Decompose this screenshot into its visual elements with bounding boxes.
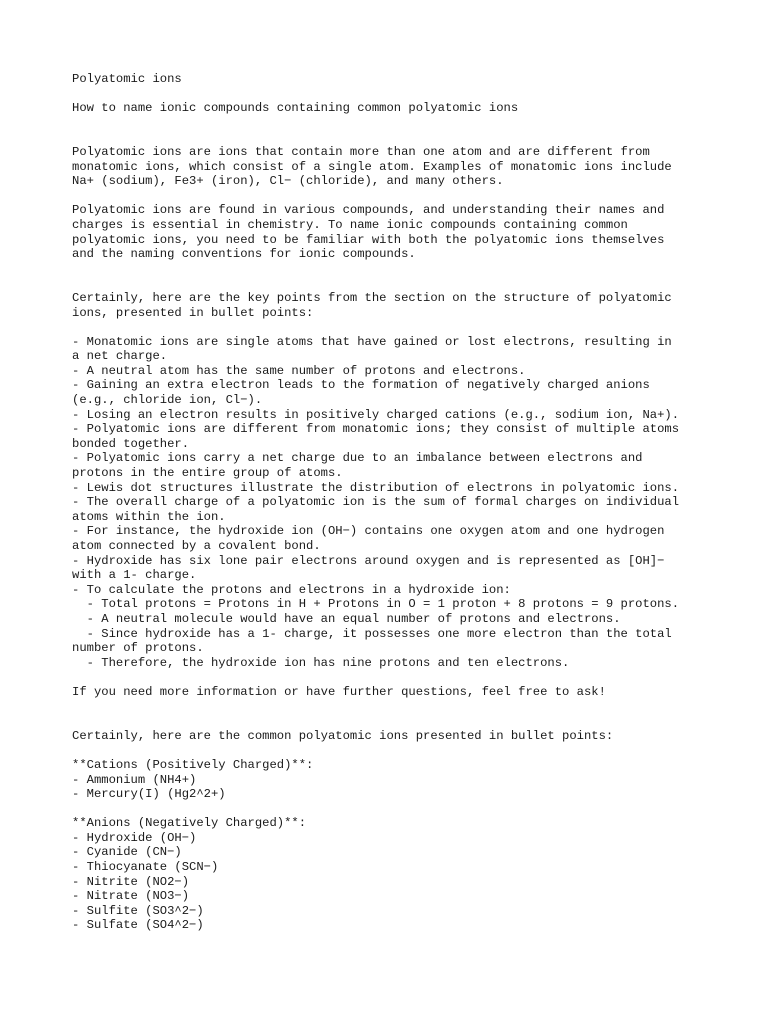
- paragraph-line: Polyatomic ions are found in various compounds, and understanding their names and: [72, 203, 665, 218]
- blank-line: [72, 116, 732, 131]
- blank-line: [72, 670, 732, 685]
- bullet-line: - To calculate the protons and electrons in a hydroxide ion:: [72, 582, 511, 597]
- anion-item: - Nitrate (NO3−): [72, 889, 190, 904]
- blank-line: [72, 743, 732, 758]
- anions-heading: **Anions (Negatively Charged)**:: [72, 816, 307, 831]
- cation-item: - Ammonium (NH4+): [72, 772, 197, 787]
- paragraph-line: polyatomic ions, you need to be familiar with both the polyatomic ions themselves: [72, 232, 665, 247]
- cation-item: - Mercury(I) (Hg2^2+): [72, 787, 226, 802]
- bullet-line: atom connected by a covalent bond.: [72, 539, 321, 553]
- anion-item: - Sulfate (SO4^2−): [72, 918, 204, 933]
- blank-line: [72, 802, 732, 817]
- document-page: [72, 72, 732, 933]
- section-intro-line: Certainly, here are the common polyatomic ions presented in bullet points:: [72, 728, 614, 743]
- closing-line: If you need more information or have further questions, feel free to ask!: [72, 684, 606, 699]
- document-subtitle: How to name ionic compounds containing common polyatomic ions: [72, 101, 519, 116]
- blank-line: [72, 700, 732, 715]
- bullet-line: a net charge.: [72, 349, 168, 364]
- blank-line: [72, 130, 732, 145]
- blank-line: [72, 714, 732, 729]
- anion-item: - Sulfite (SO3^2−): [72, 903, 204, 918]
- bullet-line: - Lewis dot structures illustrate the distribution of electrons in polyatomic ions.: [72, 480, 680, 495]
- blank-line: [72, 87, 732, 102]
- sub-bullet-line: number of protons.: [72, 641, 204, 656]
- anion-item: - Nitrite (NO2−): [72, 874, 190, 889]
- bullet-line: (e.g., chloride ion, Cl−).: [72, 393, 263, 408]
- bullet-line: - A neutral atom has the same number of protons and electrons.: [72, 363, 526, 378]
- anion-item: - Thiocyanate (SCN−): [72, 860, 219, 875]
- sub-bullet-line: - Since hydroxide has a 1- charge, it possesses one more electron than the total: [72, 626, 672, 641]
- blank-line: [72, 189, 732, 204]
- bullet-line: - Polyatomic ions are different from monatomic ions; they consist of multiple atoms: [72, 422, 680, 437]
- bullet-line: protons in the entire group of atoms.: [72, 466, 343, 481]
- section-intro-line: Certainly, here are the key points from the section on the structure of polyatomic: [72, 290, 672, 305]
- blank-line: [72, 276, 732, 291]
- intro-paragraph-line: monatomic ions, which consist of a single atom. Examples of monatomic ions include: [72, 159, 672, 174]
- bullet-line: with a 1- charge.: [72, 568, 197, 583]
- paragraph-line: charges is essential in chemistry. To name ionic compounds containing common: [72, 217, 628, 232]
- anion-item: - Cyanide (CN−): [72, 845, 182, 860]
- bullet-line: - Monatomic ions are single atoms that have gained or lost electrons, resulting in: [72, 334, 672, 349]
- bullet-line: - For instance, the hydroxide ion (OH−) contains one oxygen atom and one hydrogen: [72, 524, 665, 539]
- blank-line: [72, 320, 732, 335]
- intro-paragraph-line: Polyatomic ions are ions that contain more than one atom and are different from: [72, 144, 650, 159]
- document-title: Polyatomic ions: [72, 72, 182, 86]
- paragraph-line: and the naming conventions for ionic compounds.: [72, 247, 416, 262]
- bullet-line: - Polyatomic ions carry a net charge due to an imbalance between electrons and: [72, 451, 643, 466]
- cations-heading: **Cations (Positively Charged)**:: [72, 757, 314, 772]
- sub-bullet-line: - Therefore, the hydroxide ion has nine protons and ten electrons.: [72, 655, 570, 670]
- blank-line: [72, 262, 732, 277]
- bullet-line: - Losing an electron results in positively charged cations (e.g., sodium ion, Na+).: [72, 407, 680, 422]
- sub-bullet-line: - A neutral molecule would have an equal number of protons and electrons.: [72, 611, 621, 626]
- bullet-line: - Gaining an extra electron leads to the formation of negatively charged anions: [72, 378, 650, 393]
- bullet-line: - Hydroxide has six lone pair electrons around oxygen and is represented as [OH]−: [72, 553, 665, 568]
- anion-item: - Hydroxide (OH−): [72, 830, 197, 845]
- bullet-line: bonded together.: [72, 436, 190, 451]
- bullet-line: atoms within the ion.: [72, 509, 226, 524]
- sub-bullet-line: - Total protons = Protons in H + Protons in O = 1 proton + 8 protons = 9 protons.: [72, 597, 680, 612]
- bullet-line: - The overall charge of a polyatomic ion is the sum of formal charges on individual: [72, 495, 680, 510]
- section-intro-line: ions, presented in bullet points:: [72, 305, 314, 320]
- intro-paragraph-line: Na+ (sodium), Fe3+ (iron), Cl− (chloride), and many others.: [72, 174, 504, 189]
